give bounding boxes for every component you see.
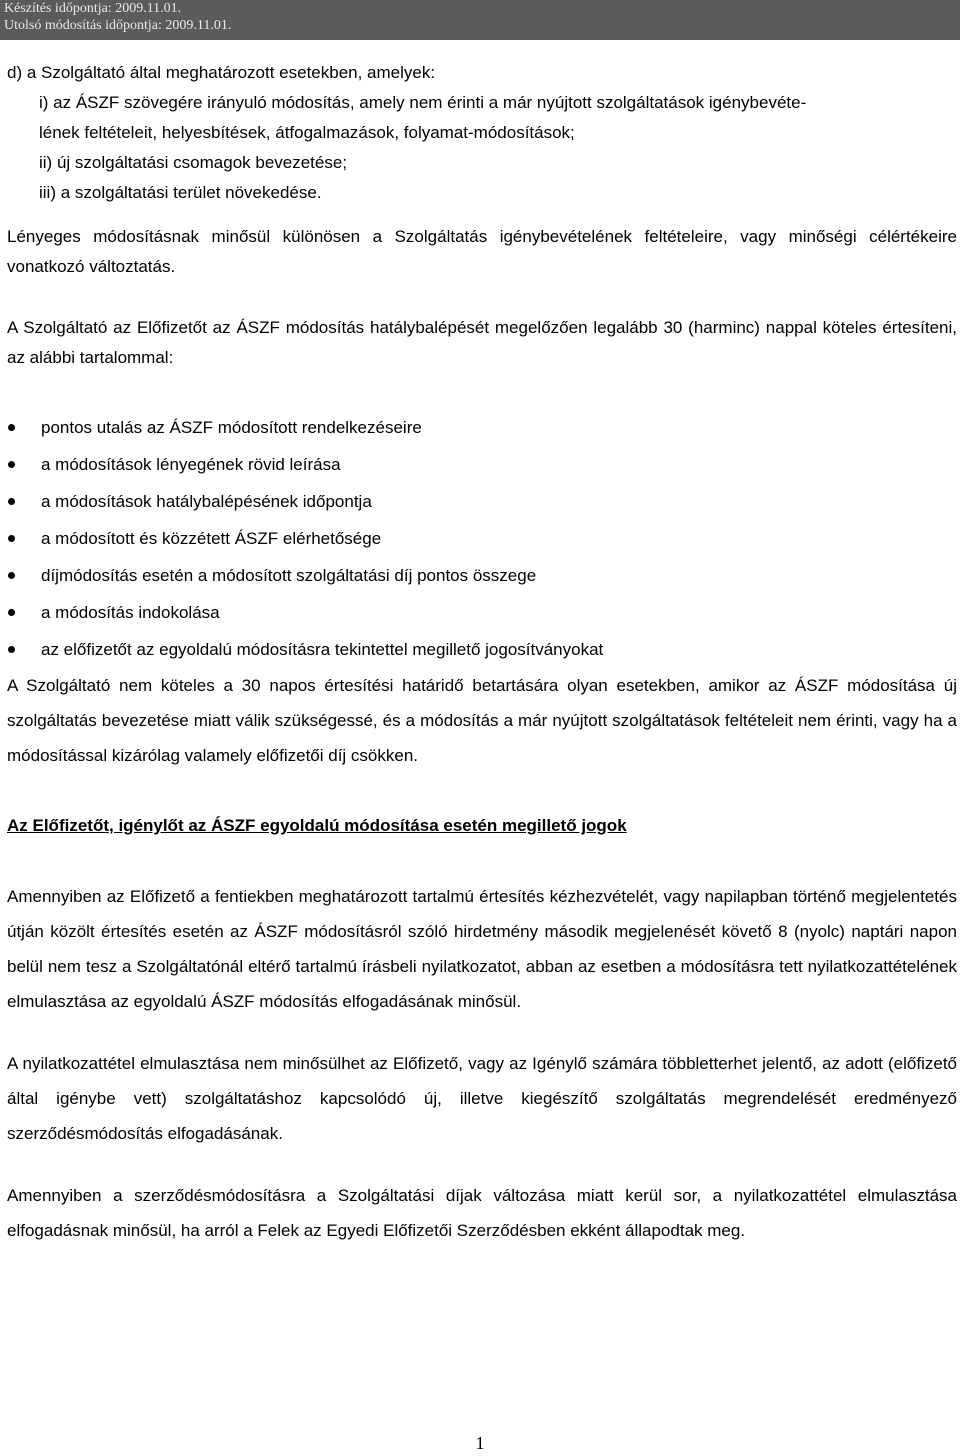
list-item xyxy=(7,483,957,520)
document-body xyxy=(7,58,957,1248)
list-d-intro: d) a Szolgáltató által meghatározott esetekben, amelyek: xyxy=(7,63,436,82)
list-item xyxy=(7,409,957,446)
list-d-item-i-line1: i) az ÁSZF szövegére irányuló módosítás, amely nem érinti a már nyújtott szolgáltatások igénybevéte- xyxy=(39,93,807,112)
list-d-item-iii: iii) a szolgáltatási terület növekedése. xyxy=(39,183,322,202)
list-item xyxy=(7,594,957,631)
bullet-icon xyxy=(8,424,15,431)
notification-content-list xyxy=(7,409,957,668)
list-item xyxy=(7,557,957,594)
bullet-icon xyxy=(8,572,15,579)
paragraph-fees: Amennyiben a szerződésmódosításra a Szolgáltatási díjak változása miatt kerül sor, a nyilatkozattétel elmulasztása elfogadásnak minősül, ha arról a Felek az Egyedi Előfizetői Szerződésben ekként állapodtak meg. xyxy=(7,1186,957,1240)
list-item-text: a módosítás indokolása xyxy=(41,603,220,622)
paragraph-rights: Amennyiben az Előfizető a fentiekben meghatározott tartalmú értesítés kézhezvételét, vagy napilapban történő megjelentetés útján közölt értesítés esetén az ÁSZF módosításról szóló hirdetmény második megjelenését követő 8 (nyolc) naptári napon belül nem tesz a Szolgáltatónál eltérő tartalmú írásbeli nyilatkozatot, abban az esetben a módosításra tett nyilatkozattételének elmulasztása az egyoldalú ÁSZF módosítás elfogadásának minősül. xyxy=(7,887,957,1011)
list-item xyxy=(7,631,957,668)
bullet-icon xyxy=(8,535,15,542)
list-item-text: a módosítások lényegének rövid leírása xyxy=(41,455,341,474)
paragraph-exception: A Szolgáltató nem köteles a 30 napos értesítési határidő betartására olyan esetekben, amikor az ÁSZF módosítása új szolgáltatás bevezetése miatt válik szükségessé, és a módosítás a már nyújtott szolgáltatások feltételeit nem érinti, vagy ha a módosítással kizárólag valamely előfizetői díj csökken. xyxy=(7,676,957,765)
list-d-item-ii: ii) új szolgáltatási csomagok bevezetése; xyxy=(39,153,348,172)
bullet-icon xyxy=(8,646,15,653)
created-date: Készítés időpontja: 2009.11.01. xyxy=(4,1,182,16)
page-number: 1 xyxy=(475,1433,485,1453)
section-heading: Az Előfizetőt, igénylőt az ÁSZF egyoldalú módosítása esetén megillető jogok xyxy=(7,816,627,835)
paragraph-burden: A nyilatkozattétel elmulasztása nem minősülhet az Előfizető, vagy az Igénylő számára többletterhet jelentő, az adott (előfizető által igénybe vett) szolgáltatáshoz kapcsolódó új, illetve kiegészítő szolgáltatás megrendelését eredményező szerződésmódosítás elfogadásának. xyxy=(7,1054,957,1143)
list-item xyxy=(7,520,957,557)
list-item-text: pontos utalás az ÁSZF módosított rendelkezéseire xyxy=(41,418,422,437)
list-item xyxy=(7,446,957,483)
document-header xyxy=(0,0,960,40)
list-item-text: díjmódosítás esetén a módosított szolgáltatási díj pontos összege xyxy=(41,566,537,585)
bullet-icon xyxy=(8,609,15,616)
paragraph-notification: A Szolgáltató az Előfizetőt az ÁSZF módosítás hatálybalépését megelőzően legalább 30 (harminc) nappal köteles értesíteni, az alábbi tartalommal: xyxy=(7,318,957,367)
modified-date: Utolsó módosítás időpontja: 2009.11.01. xyxy=(4,18,232,33)
bullet-icon xyxy=(8,498,15,505)
paragraph-substantial-change: Lényeges módosításnak minősül különösen a Szolgáltatás igénybevételének feltételeire, vagy minőségi célértékeire vonatkozó változtatás. xyxy=(7,227,957,276)
list-d-item-i-line2: lének feltételeit, helyesbítések, átfogalmazások, folyamat-módosítások; xyxy=(39,123,575,142)
list-item-text: az előfizetőt az egyoldalú módosításra tekintettel megillető jogosítványokat xyxy=(41,640,604,659)
bullet-icon xyxy=(8,461,15,468)
list-item-text: a módosítások hatálybalépésének időpontja xyxy=(41,492,372,511)
list-item-text: a módosított és közzétett ÁSZF elérhetősége xyxy=(41,529,382,548)
